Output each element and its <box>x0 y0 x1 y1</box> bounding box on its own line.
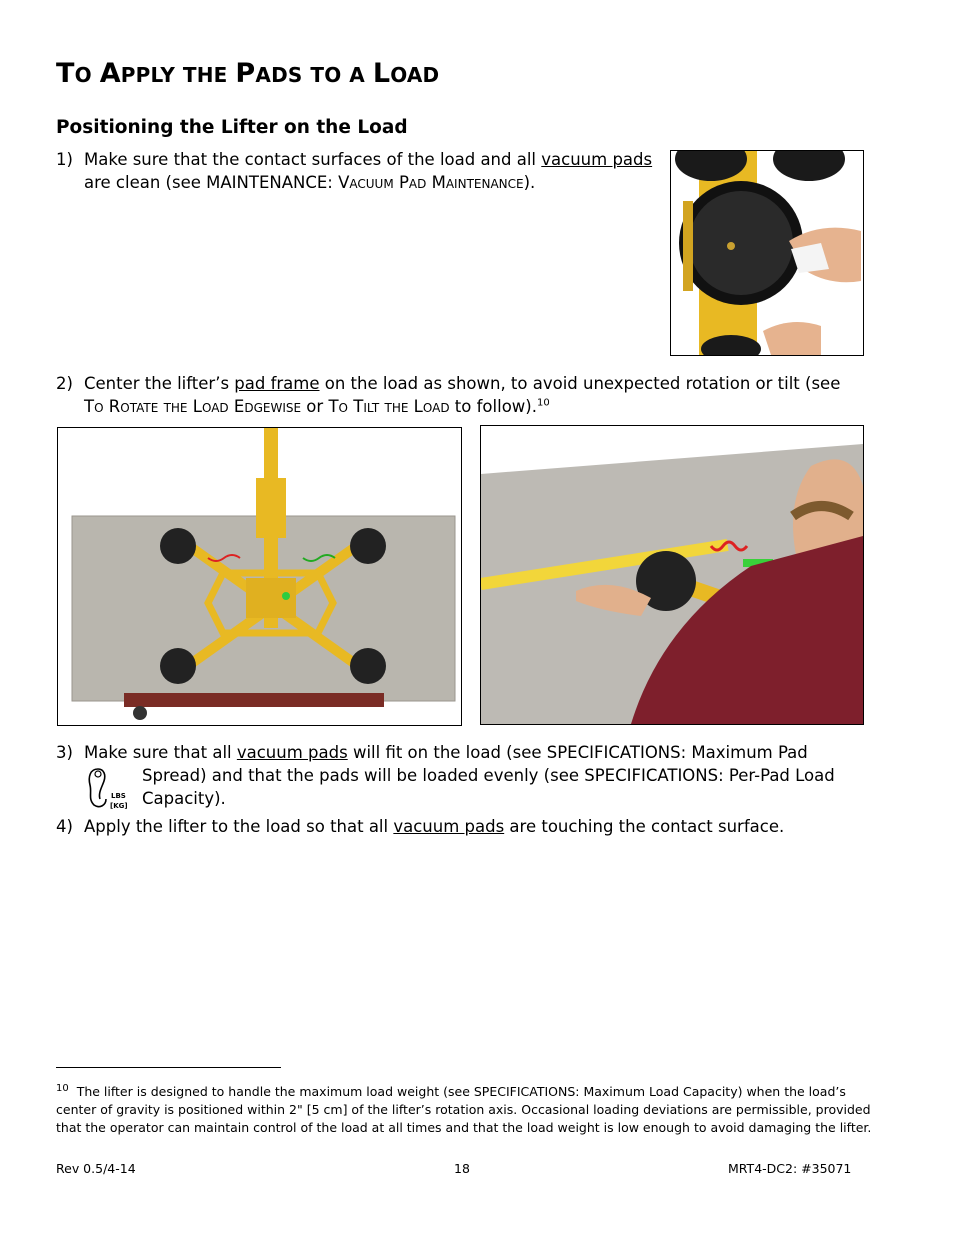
footnote-number: 10 <box>56 1082 69 1094</box>
step-number: 1) <box>56 150 73 169</box>
footer-model: MRT4-DC2: #35071 <box>728 1161 852 1176</box>
step-number: 4) <box>56 817 73 836</box>
section-heading: Positioning the Lifter on the Load <box>56 117 408 138</box>
pad-frame-link[interactable]: pad frame <box>234 374 320 393</box>
footnote-reference[interactable]: 10 <box>536 397 550 409</box>
vacuum-pads-link[interactable]: vacuum pads <box>393 817 505 836</box>
lifter-centered-photo <box>57 427 462 726</box>
footer-revision: Rev 0.5/4-14 <box>56 1161 136 1176</box>
step-3-continuation: Spread) and that the pads will be loaded evenly (see SPECIFICATIONS: Per-Pad Load Capacity). <box>142 766 835 808</box>
page-title: TO APPLY THE PADS TO A LOAD <box>56 58 440 89</box>
footnote-separator <box>56 1067 281 1068</box>
load-weight-hook-icon: LBS [KG] <box>84 765 132 811</box>
vacuum-pads-link[interactable]: vacuum pads <box>236 743 348 762</box>
step-number: 2) <box>56 374 73 393</box>
footnote: $^{10}$ The lifter is designed to handle the maximum load weight (see SPECIFICATIONS: Maximum Load Capacity) when the load’s center of gravity is positioned within 2" [5 cm] of the lifter’s rotation axis. Occasional loading deviations are permissible, provided that the operator can maintain control of the load at all times and that the load weight is low enough to avoid damaging the lifter. <box>56 1082 872 1135</box>
pad-cleaning-photo <box>670 150 864 356</box>
vacuum-pads-link[interactable]: vacuum pads <box>541 150 653 169</box>
step-number: 3) <box>56 743 73 762</box>
lifter-measuring-photo <box>480 425 864 725</box>
page-number: 18 <box>454 1161 470 1176</box>
